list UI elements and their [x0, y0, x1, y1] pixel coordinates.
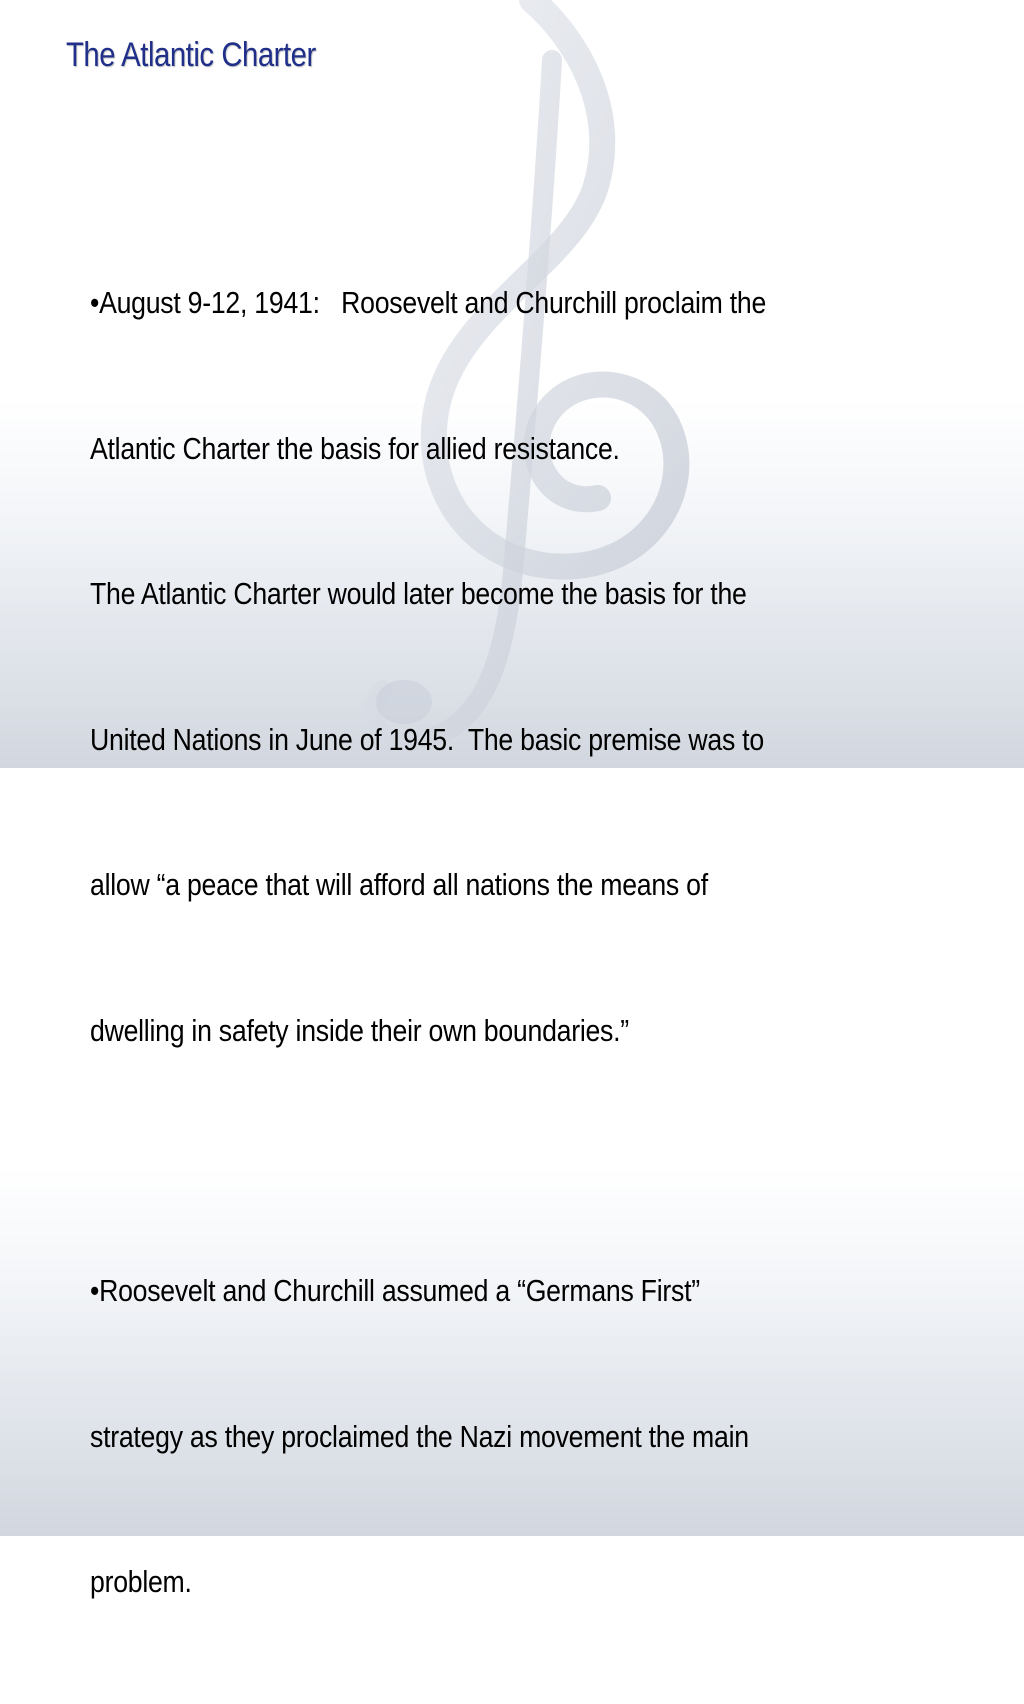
slide-title: The Atlantic Charter: [66, 36, 316, 74]
bullet-line: United Nations in June of 1945. The basic premise was to: [90, 721, 764, 757]
bullet-paragraph: [90, 1170, 959, 1704]
bullet-line: •August 9-12, 1941: Roosevelt and Churchill proclaim the: [90, 285, 767, 320]
bullet-line: allow “a peace that will afford all nations the means of: [90, 867, 708, 902]
slide-body: [90, 182, 959, 1704]
bullet-line: dwelling in safety inside their own boundaries.”: [90, 1012, 629, 1048]
bullet-paragraph: [90, 182, 959, 1152]
bullet-line: •Roosevelt and Churchill assumed a “Germans First”: [90, 1273, 700, 1308]
bullet-line: Atlantic Charter the basis for allied resistance.: [90, 430, 620, 466]
bullet-line: problem.: [90, 1564, 192, 1599]
bullet-line: The Atlantic Charter would later become the basis for the: [90, 576, 747, 611]
bullet-line: strategy as they proclaimed the Nazi movement the main: [90, 1418, 749, 1454]
